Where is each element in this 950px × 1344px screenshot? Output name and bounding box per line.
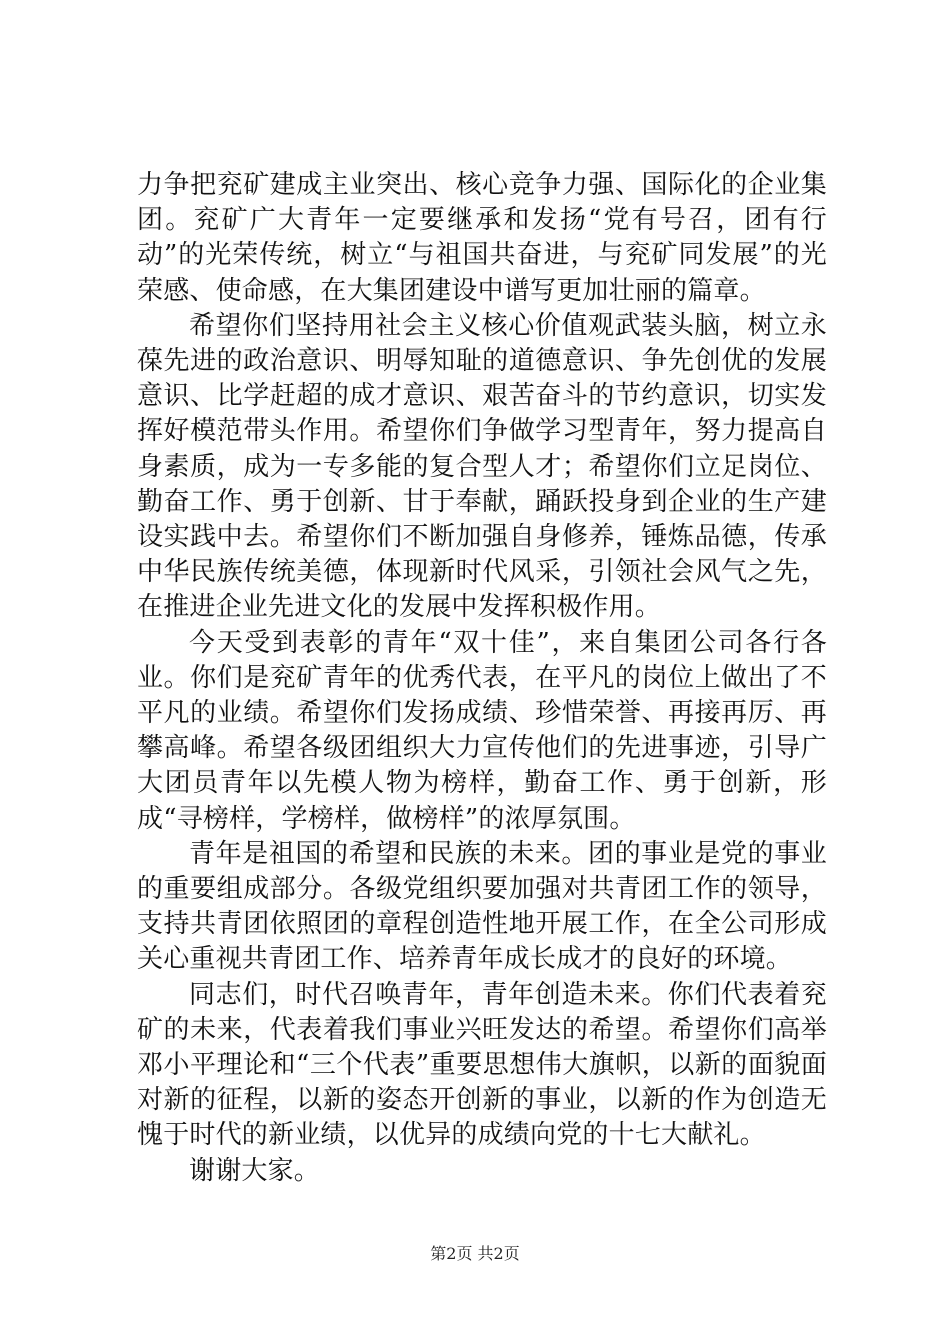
paragraph-continued: 力争把兖矿建成主业突出、核心竞争力强、国际化的企业集团。兖矿广大青年一定要继承和发扬“党有号召，团有行动”的光荣传统，树立“与祖国共奋进，与兖矿同发展”的光荣感、使命感，在大集团建设中谱写更加壮丽的篇章。 <box>137 170 827 306</box>
document-body <box>137 168 827 1189</box>
page-footer: 第2页 共2页 <box>430 1244 520 1263</box>
paragraph: 同志们，时代召唤青年，青年创造未来。你们代表着兖矿的未来，代表着我们事业兴旺发达的希望。希望你们高举邓小平理论和“三个代表”重要思想伟大旗帜，以新的面貌面对新的征程，以新的姿态开创新的事业，以新的作为创造无愧于时代的新业绩，以优异的成绩向党的十七大献礼。 <box>137 979 827 1151</box>
paragraph: 青年是祖国的希望和民族的未来。团的事业是党的事业的重要组成部分。各级党组织要加强对共青团工作的领导，支持共青团依照团的章程创造性地开展工作，在全公司形成关心重视共青团工作、培养青年成长成才的良好的环境。 <box>137 838 827 975</box>
paragraph: 今天受到表彰的青年“双十佳”，来自集团公司各行各业。你们是兖矿青年的优秀代表，在平凡的岗位上做出了不平凡的业绩。希望你们发扬成绩、珍惜荣誉、再接再厉、再攀高峰。希望各级团组织大力宣传他们的先进事迹，引导广大团员青年以先模人物为榜样，勤奋工作、勇于创新，形成“寻榜样，学榜样，做榜样”的浓厚氛围。 <box>137 627 827 834</box>
closing-paragraph: 谢谢大家。 <box>189 1155 321 1186</box>
paragraph: 希望你们坚持用社会主义核心价值观武装头脑，树立永葆先进的政治意识、明辱知耻的道德意识、争先创优的发展意识、比学赶超的成才意识、艰苦奋斗的节约意识，切实发挥好模范带头作用。希望你们争做学习型青年，努力提高自身素质，成为一专多能的复合型人才；希望你们立足岗位、勤奋工作、勇于创新、甘于奉献，踊跃投身到企业的生产建设实践中去。希望你们不断加强自身修养，锤炼品德，传承中华民族传统美德，体现新时代风采，引领社会风气之先，在推进企业先进文化的发展中发挥积极作用。 <box>137 310 827 623</box>
